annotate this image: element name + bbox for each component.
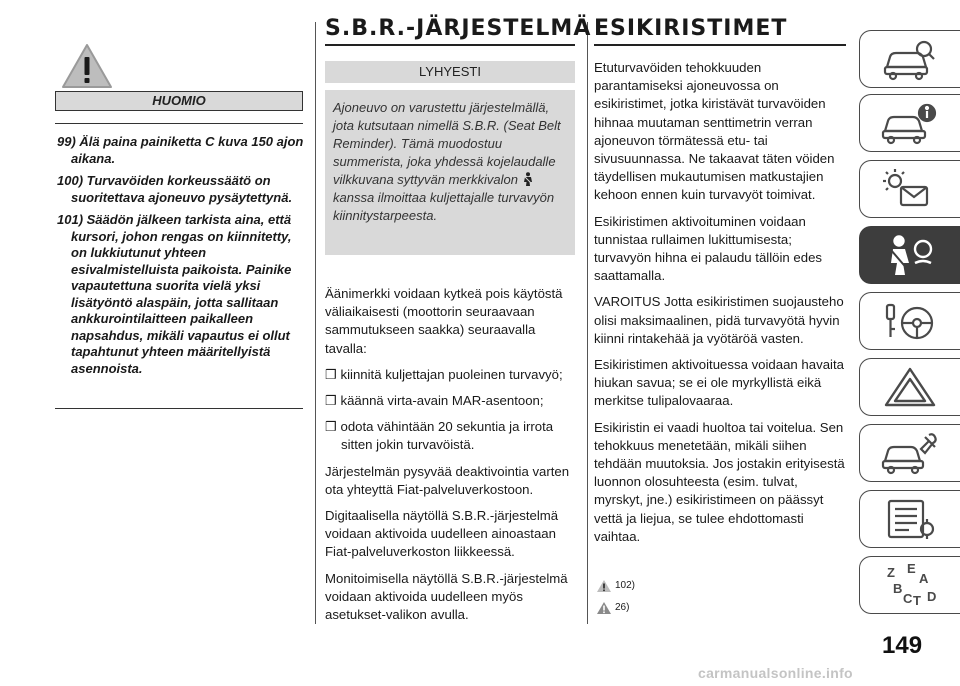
tab-safety[interactable]	[859, 226, 960, 284]
tab-starting-driving[interactable]	[859, 292, 960, 350]
heading-rule	[325, 44, 575, 46]
paragraph: Esikiristin ei vaadi huoltoa tai voitelua. Sen tehokkuus menetetään, mikäli siihen tehdään muutoksia. Jos jostakin erityisestä luonnon olosuhteesta (esim. tulvat, myrskyt, jne.) esikiristimeen on päässyt vettä ja liejua, se tulee ehdottomasti vaihtaa.	[594, 419, 845, 544]
summary-text-part: kanssa ilmoittaa kuljettajalle turvavyön kiinnitystarpeesta.	[333, 190, 555, 223]
check-item	[325, 366, 580, 384]
index-letter: C	[903, 591, 913, 606]
paragraph: Esikiristimen aktivoituessa voidaan havaita hiukan savua; se ei ole myrkyllistä eikä merkitse tulipalovaaraa.	[594, 357, 844, 409]
reference-number: 102)	[615, 580, 636, 591]
dashboard-lights-icon	[881, 167, 939, 211]
paragraph: VAROITUS Jotta esikiristimen suojausteho olisi maksimaalinen, pidä turvavyötä hyvin kiinni rintakehää ja vyötäröä vasten.	[594, 294, 844, 346]
pretensioner-body	[594, 59, 849, 554]
warning-triangle-tab-icon	[881, 365, 939, 409]
index-letter: E	[907, 563, 916, 576]
divider	[55, 408, 303, 409]
reference-row[interactable]	[596, 597, 635, 619]
tab-index[interactable]	[859, 556, 960, 614]
index-letter: A	[919, 571, 929, 586]
warning-item: 99) Älä paina painiketta C kuva 150 ajon aikana.	[57, 134, 304, 166]
summary-text-part: Ajoneuvo on varustettu järjestelmällä, jota kutsutaan nimellä S.B.R. (Seat Belt Reminder). Tämä muodostuu summerista, joka yhdessä kojelaudalle vilkkuvana syttyvän merkkivalon	[333, 100, 561, 187]
tab-car-overview[interactable]	[859, 30, 960, 88]
summary-label: LYHYESTI	[325, 61, 575, 83]
index-letter: T	[913, 593, 921, 607]
tab-car-info[interactable]	[859, 94, 960, 152]
checkbox-icon: ❒	[325, 366, 337, 382]
page-number: 149	[882, 632, 923, 659]
check-item-text: kiinnitä kuljettajan puoleinen turvavyö;	[340, 366, 563, 382]
divider	[55, 123, 303, 124]
tab-specifications[interactable]	[859, 490, 960, 548]
index-letter: B	[893, 581, 903, 596]
warning-item: 101) Säädön jälkeen tarkista aina, että kursori, johon rengas on kiinnitetty, on lukkiutunut yhteen esivalmistelluista paikoista. Painike vapautettuna suorita vielä yksi lisätyöntö alaspäin, jotta sallitaan ankkurointilaitteen paikalleen napsahdus, mikäli vapautus ei ollut tapahtunut yhteen määritellyistä asennoista.	[57, 212, 292, 376]
paragraph: Äänimerkki voidaan kytkeä pois käytöstä väliaikaisesti (moottorin seuraavaan sammutukseen saakka) seuraavalla tavalla:	[325, 286, 563, 356]
warning-item: 100) Turvavöiden korkeussäätö on suoritettava ajoneuvo pysäytettynä.	[57, 173, 293, 205]
paragraph: Monitoimisella näytöllä S.B.R.-järjestelmä voidaan aktivoida uudelleen myös asetukset-valikon avulla.	[325, 570, 568, 623]
reference-number: 26)	[615, 602, 630, 613]
warning-ref-icon	[596, 579, 612, 593]
section-heading: ESIKIRISTIMET	[594, 16, 788, 41]
steering-key-icon	[881, 299, 939, 343]
footer-watermark: carmanualsonline.info	[698, 665, 853, 681]
section-heading: S.B.R.-JÄRJESTELMÄ	[325, 16, 592, 41]
paragraph: Esikiristimen aktivoituminen voidaan tunnistaa rullaimen lukittumisesta; turvavyön hihna ei palaudu tällöin edes saattamalla.	[594, 213, 823, 284]
tab-emergency[interactable]	[859, 358, 960, 416]
check-item-text: odota vähintään 20 sekuntia ja irrota sitten jokin turvavöistä.	[340, 419, 554, 453]
checkbox-icon: ❒	[325, 393, 337, 409]
check-item	[325, 418, 580, 454]
column-separator	[315, 22, 316, 624]
caution-ref-icon	[596, 601, 612, 615]
warning-list	[57, 134, 307, 383]
warning-label: HUOMIO	[55, 91, 303, 111]
paragraph: Digitaalisella näytöllä S.B.R.-järjestelmä voidaan aktivoida uudelleen ainoastaan Fiat-palveluverkoston liikkeessä.	[325, 508, 559, 560]
paragraph: Järjestelmän pysyvää deaktivointia varten ota yhteyttä Fiat-palveluverkostoon.	[325, 463, 570, 497]
index-letters-icon	[881, 563, 939, 607]
column-separator	[587, 22, 588, 624]
index-letter: D	[927, 589, 937, 604]
check-item-text: käännä virta-avain MAR-asentoon;	[340, 393, 544, 409]
reference-row[interactable]	[596, 575, 635, 597]
car-info-icon	[881, 101, 939, 145]
check-item	[325, 392, 580, 410]
car-search-icon	[881, 37, 939, 81]
paragraph: Etuturvavöiden tehokkuuden parantamiseksi ajoneuvossa on esikiristimet, jotka kiristävät turvavöiden hihnaa muutaman senttimetrin verran ajoneuvon törmätessä etu- tai sivusuunnassa. Ne takaavat täten vöiden täydellisen mukautumisen matkustajien kehoon ennen kuin turvavyöt toimivat.	[594, 60, 835, 203]
car-wrench-icon	[881, 431, 939, 475]
specifications-list-icon	[881, 497, 939, 541]
seatbelt-indicator-icon	[523, 172, 533, 186]
checkbox-icon: ❒	[325, 419, 337, 435]
warning-references	[596, 575, 635, 619]
seatbelt-airbag-icon	[881, 233, 939, 277]
tab-dashboard-lights[interactable]	[859, 160, 960, 218]
index-letter: Z	[887, 565, 895, 580]
summary-text	[333, 99, 571, 225]
warning-triangle-icon	[60, 42, 114, 90]
sbr-body	[325, 285, 580, 632]
tab-maintenance[interactable]	[859, 424, 960, 482]
heading-rule	[594, 44, 846, 46]
